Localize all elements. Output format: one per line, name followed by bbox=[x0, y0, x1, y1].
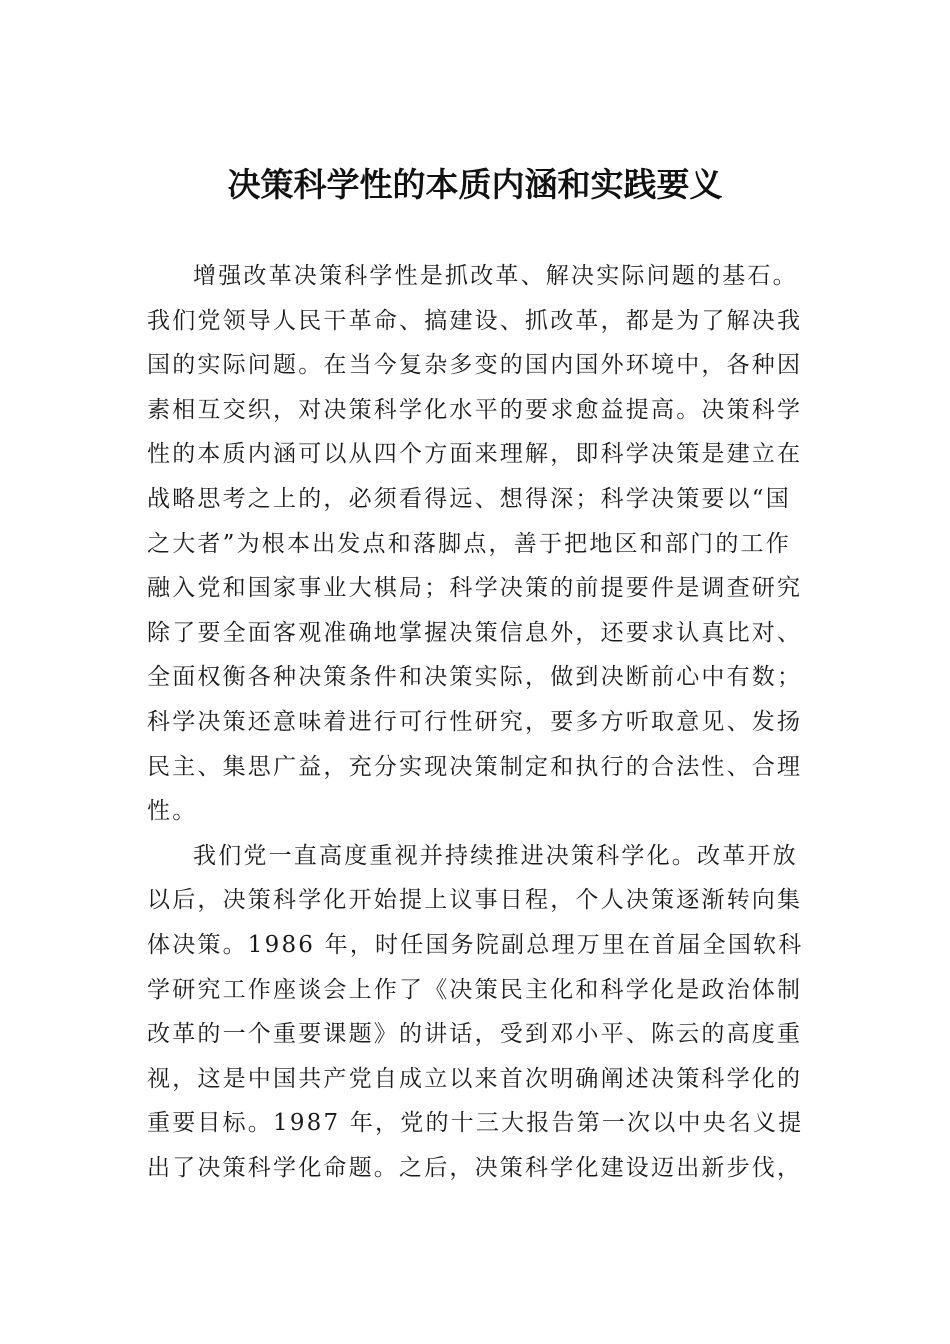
text-line: 战略思考之上的，必须看得远、想得深；科学决策要以“国 bbox=[147, 485, 791, 512]
text-line: 学研究工作座谈会上作了《决策民主化和科学化是政治体制 bbox=[147, 976, 803, 1003]
text-line: 出了决策科学化命题。之后，决策科学化建设迈出新步伐， bbox=[147, 1154, 803, 1181]
text-line: 除了要全面客观准确地掌握决策信息外，还要求认真比对、 bbox=[147, 619, 803, 646]
text-line: 性。 bbox=[147, 798, 198, 825]
text-line: 之大者”为根本出发点和落脚点，善于把地区和部门的工作 bbox=[147, 530, 791, 557]
text-line: 体决策。1986 年，时任国务院副总理万里在首届全国软科 bbox=[147, 931, 804, 958]
text-line: 融入党和国家事业大棋局；科学决策的前提要件是调查研究 bbox=[147, 575, 803, 602]
text-line: 我们党一直高度重视并持续推进决策科学化。改革开放 bbox=[193, 842, 798, 869]
text-line: 科学决策还意味着进行可行性研究，要多方听取意见、发扬 bbox=[147, 708, 803, 735]
text-line: 改革的一个重要课题》的讲话，受到邓小平、陈云的高度重 bbox=[147, 1021, 803, 1048]
document-title: 决策科学性的本质内涵和实践要义 bbox=[227, 165, 723, 204]
text-line: 视，这是中国共产党自成立以来首次明确阐述决策科学化的 bbox=[147, 1065, 803, 1092]
text-line: 素相互交织，对决策科学化水平的要求愈益提高。决策科学 bbox=[147, 396, 803, 423]
text-line: 国的实际问题。在当今复杂多变的国内国外环境中，各种因 bbox=[147, 352, 803, 379]
text-line: 增强改革决策科学性是抓改革、解决实际问题的基石。 bbox=[193, 263, 798, 289]
text-line: 以后，决策科学化开始提上议事日程，个人决策逐渐转向集 bbox=[147, 887, 803, 914]
text-line: 重要目标。1987 年，党的十三大报告第一次以中央名义提 bbox=[147, 1110, 804, 1137]
document-body bbox=[147, 254, 809, 1190]
text-line: 全面权衡各种决策条件和决策实际，做到决断前心中有数； bbox=[147, 664, 803, 691]
paragraph-1 bbox=[147, 254, 809, 834]
paragraph-2 bbox=[147, 834, 809, 1191]
text-line: 民主、集思广益，充分实现决策制定和执行的合法性、合理 bbox=[147, 753, 803, 780]
text-line: 我们党领导人民干革命、搞建设、抓改革，都是为了解决我 bbox=[147, 307, 803, 334]
text-line: 性的本质内涵可以从四个方面来理解，即科学决策是建立在 bbox=[147, 441, 803, 468]
